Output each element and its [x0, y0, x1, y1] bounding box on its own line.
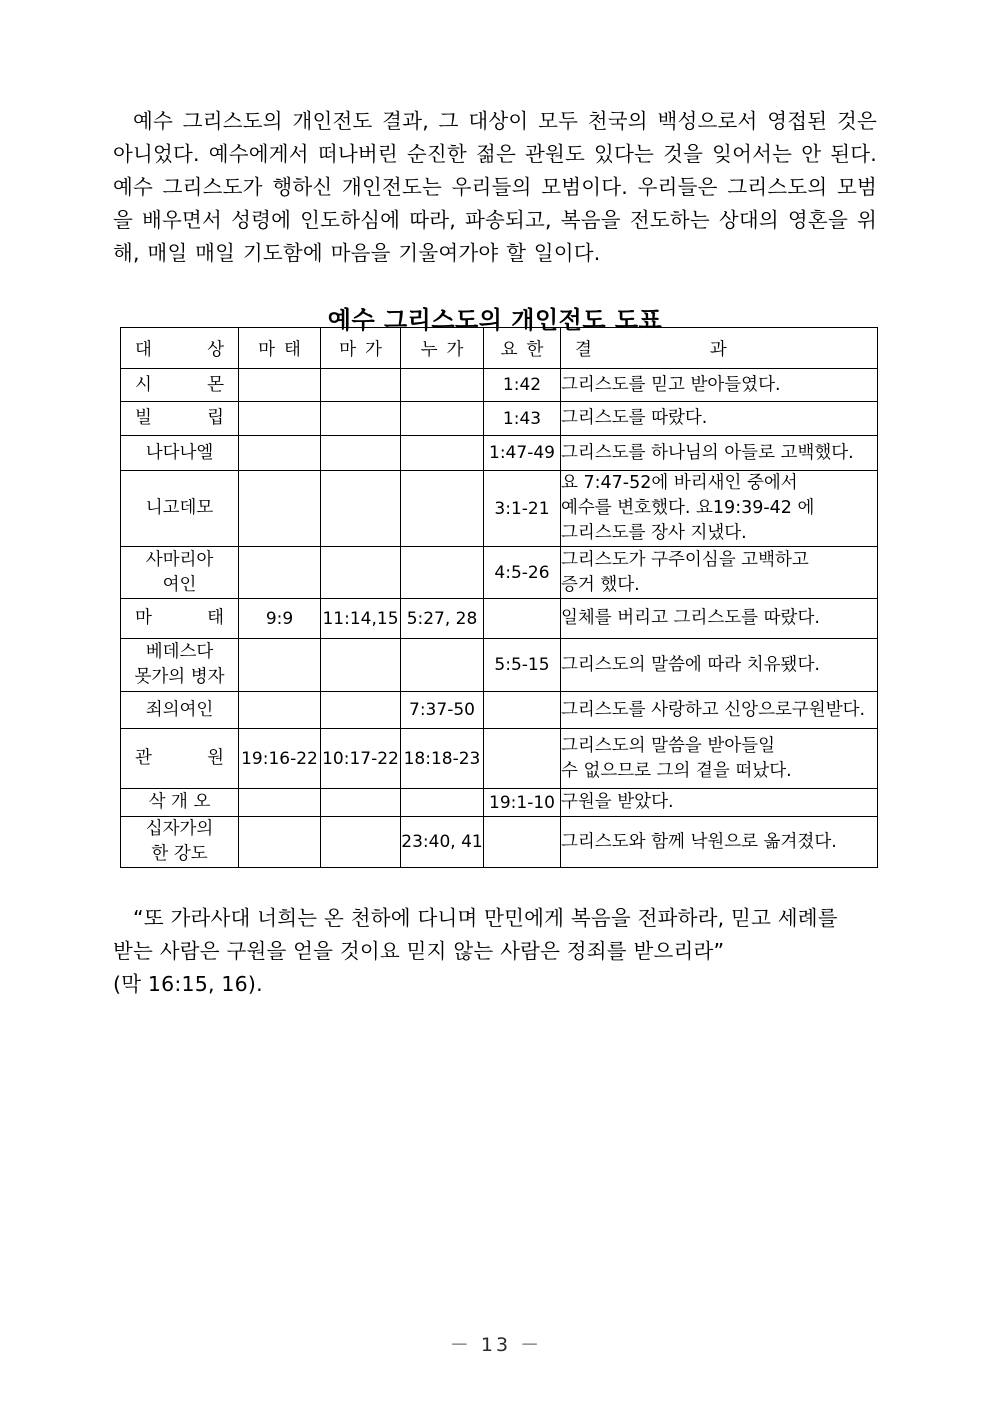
header-mark-char2: 가	[365, 339, 382, 360]
cell-john	[484, 817, 561, 868]
cell-mark	[321, 639, 401, 692]
result-line: 그리스도를 믿고 받아들였다.	[561, 374, 781, 395]
cell-result	[561, 547, 878, 599]
cell-john: 1:43	[484, 402, 561, 436]
cell-john: 19:1-10	[484, 789, 561, 817]
cell-subject	[121, 402, 239, 436]
header-matthew	[239, 328, 321, 369]
header-john-char1: 요	[500, 339, 518, 360]
cell-result	[561, 639, 878, 692]
header-luke-char2: 가	[446, 339, 464, 360]
header-result	[561, 328, 878, 369]
cell-luke: 23:40, 41	[401, 817, 484, 868]
cell-john	[484, 692, 561, 729]
cell-matthew	[239, 369, 321, 402]
cell-matthew	[239, 402, 321, 436]
header-subject-char1: 대	[135, 339, 152, 360]
closing-quote	[113, 902, 877, 1001]
cell-subject	[121, 436, 239, 471]
subject-part-a: 관	[135, 748, 152, 768]
chart-table	[120, 327, 878, 868]
cell-john: 3:1-21	[484, 471, 561, 547]
subject-part-a: 나다나엘	[145, 442, 214, 463]
cell-result	[561, 402, 878, 436]
cell-subject	[121, 599, 239, 639]
cell-john: 1:42	[484, 369, 561, 402]
cell-subject	[121, 369, 239, 402]
cell-john	[484, 729, 561, 789]
header-matthew-char2: 태	[284, 339, 301, 360]
cell-luke	[401, 639, 484, 692]
subject-part-b: 립	[207, 408, 224, 428]
subject-part-b: 여인	[162, 574, 197, 595]
subject-part-a: 마	[135, 608, 152, 628]
cell-subject	[121, 817, 239, 868]
cell-luke	[401, 789, 484, 817]
cell-john	[484, 599, 561, 639]
header-subject	[121, 328, 239, 369]
cell-matthew	[239, 436, 321, 471]
result-line: 그리스도의 말씀에 따라 치유됐다.	[561, 654, 820, 675]
result-line: 일체를 버리고 그리스도를 따랐다.	[561, 608, 820, 628]
cell-mark: 10:17-22	[321, 729, 401, 789]
quote-line-2: 받는 사람은 구원을 얻을 것이요 믿지 않는 사람은 정죄를 받으리라”	[113, 939, 725, 963]
cell-subject	[121, 729, 239, 789]
cell-mark	[321, 692, 401, 729]
cell-matthew	[239, 547, 321, 599]
cell-subject	[121, 547, 239, 599]
cell-luke: 18:18-23	[401, 729, 484, 789]
result-line: 그리스도를 하나님의 아들로 고백했다.	[561, 442, 854, 463]
result-line: 수 없으므로 그의 곁을 떠났다.	[561, 760, 792, 781]
header-mark-char1: 마	[339, 339, 356, 360]
subject-part-a: 니고데모	[145, 498, 214, 518]
page-title: 예수 그리스도의 개인전도 도표	[327, 305, 663, 334]
result-line: 그리스도를 따랐다.	[561, 408, 708, 428]
subject-part-b: 몬	[207, 374, 224, 395]
cell-mark	[321, 547, 401, 599]
cell-luke: 7:37-50	[401, 692, 484, 729]
cell-matthew	[239, 639, 321, 692]
evangelism-chart	[120, 327, 877, 868]
table-row	[121, 402, 878, 436]
table-header-row	[121, 328, 878, 369]
cell-matthew	[239, 471, 321, 547]
table-row	[121, 639, 878, 692]
header-result-char2: 과	[709, 339, 727, 360]
result-line: 그리스도를 장사 지냈다.	[561, 523, 747, 543]
subject-part-b: 태	[207, 608, 224, 628]
table-row	[121, 729, 878, 789]
cell-result	[561, 599, 878, 639]
table-row	[121, 692, 878, 729]
header-john	[484, 328, 561, 369]
subject-part-a: 시	[135, 374, 152, 395]
cell-john: 4:5-26	[484, 547, 561, 599]
cell-john: 1:47-49	[484, 436, 561, 471]
subject-part-b: 한 강도	[151, 844, 208, 864]
cell-result	[561, 471, 878, 547]
cell-mark: 11:14,15	[321, 599, 401, 639]
cell-mark	[321, 789, 401, 817]
header-luke	[401, 328, 484, 369]
result-line: 구원을 받았다.	[561, 792, 674, 812]
cell-mark	[321, 369, 401, 402]
cell-matthew: 19:16-22	[239, 729, 321, 789]
result-line: 그리스도의 말씀을 받아들일	[561, 735, 775, 756]
table-row	[121, 817, 878, 868]
header-mark	[321, 328, 401, 369]
cell-luke	[401, 369, 484, 402]
header-luke-char1: 누	[420, 339, 438, 360]
cell-subject	[121, 471, 239, 547]
subject-part-a: 사마리아	[145, 549, 214, 570]
subject-part-a: 빌	[135, 408, 152, 428]
page-number: － 13 －	[449, 1334, 543, 1356]
quote-line-3: (막 16:15, 16).	[113, 972, 263, 996]
subject-part-b: 못가의 병자	[134, 667, 225, 687]
subject-part-a: 삭 개 오	[148, 792, 211, 812]
header-subject-char2: 상	[207, 339, 224, 360]
cell-result	[561, 817, 878, 868]
cell-mark	[321, 402, 401, 436]
result-line: 예수를 변호했다. 요19:39-42 에	[561, 498, 815, 518]
cell-result	[561, 729, 878, 789]
cell-matthew: 9:9	[239, 599, 321, 639]
subject-part-a: 십자가의	[145, 819, 214, 839]
subject-part-b: 원	[207, 748, 224, 768]
table-row	[121, 547, 878, 599]
result-line: 그리스도가 구주이심을 고백하고	[561, 549, 809, 570]
table-row	[121, 789, 878, 817]
cell-subject	[121, 789, 239, 817]
cell-matthew	[239, 817, 321, 868]
cell-matthew	[239, 692, 321, 729]
quote-line-1: “또 가라사대 너희는 온 천하에 다니며 만민에게 복음을 전파하라, 믿고 세례를	[133, 906, 838, 930]
table-row	[121, 436, 878, 471]
result-line: 요 7:47-52에 바리새인 중에서	[561, 473, 798, 493]
cell-mark	[321, 471, 401, 547]
cell-luke	[401, 402, 484, 436]
header-matthew-char1: 마	[258, 339, 275, 360]
header-result-char1: 결	[575, 339, 592, 360]
result-line: 그리스도를 사랑하고 신앙으로구원받다.	[561, 699, 866, 720]
cell-luke	[401, 436, 484, 471]
cell-luke: 5:27, 28	[401, 599, 484, 639]
cell-result	[561, 436, 878, 471]
cell-result	[561, 369, 878, 402]
table-row	[121, 369, 878, 402]
cell-subject	[121, 639, 239, 692]
cell-matthew	[239, 789, 321, 817]
result-line: 그리스도와 함께 낙원으로 옮겨졌다.	[561, 831, 837, 852]
table-body	[121, 369, 878, 868]
cell-mark	[321, 817, 401, 868]
cell-luke	[401, 471, 484, 547]
cell-luke	[401, 547, 484, 599]
cell-result	[561, 789, 878, 817]
table-row	[121, 471, 878, 547]
header-john-char2: 한	[526, 339, 544, 360]
cell-john: 5:5-15	[484, 639, 561, 692]
cell-subject	[121, 692, 239, 729]
subject-part-a: 죄의여인	[145, 699, 214, 720]
result-line: 증거 했다.	[561, 574, 640, 595]
intro-paragraph: 예수 그리스도의 개인전도 결과, 그 대상이 모두 천국의 백성으로서 영접된 것은 아니었다. 예수에게서 떠나버린 순진한 젊은 관원도 있다는 것을 잊어서는 안 된다. 예수 그리스도가 행하신 개인전도는 우리들의 모범이다. 우리들은 그리스도의 모범을 배우면서 성령에 인도하심에 따라, 파송되고, 복음을 전도하는 상대의 영혼을 위해, 매일 매일 기도함에 마음을 기울여가야 할 일이다.	[113, 108, 877, 265]
cell-mark	[321, 436, 401, 471]
table-row	[121, 599, 878, 639]
cell-result	[561, 692, 878, 729]
subject-part-a: 베데스다	[145, 642, 214, 662]
